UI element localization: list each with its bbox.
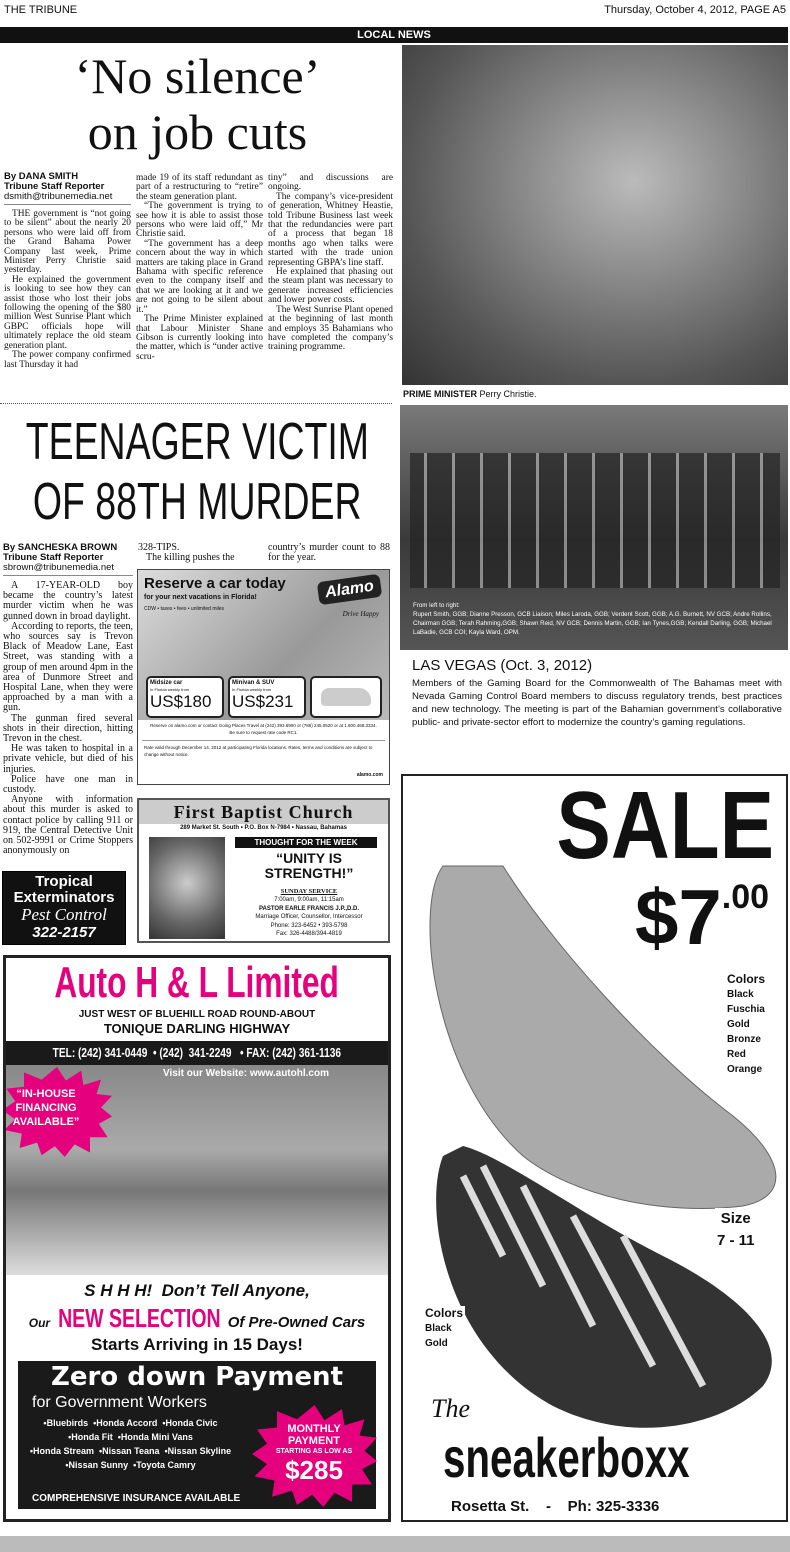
- paragraph: The power company confirmed last Thursday it had: [4, 350, 131, 370]
- paragraph: He explained that phasing out the steam plant was necessary to generate increased efficiencies and lower power costs.: [268, 267, 393, 306]
- colors-list-2: Colors Black Gold: [425, 1306, 464, 1349]
- paragraph: A 17-YEAR-OLD boy became the country’s latest murder victim when he was gunned down in broad daylight.: [3, 580, 133, 622]
- story1-col2: [136, 174, 263, 362]
- paragraph: According to reports, the teen, who sources say is Trevon Black of Meadow Lane, East Street, was standing with a group of men around 4pm in the area of Dunmore Street and Hospital Lane, when they were approached by a man with a gun.: [3, 620, 133, 714]
- list-item: Bronze: [727, 1034, 761, 1045]
- group-of-people: [410, 453, 780, 588]
- colors-list-1: Colors Black Fuschia Gold Bronze Red Orange: [727, 972, 766, 1075]
- story2-col3: [268, 543, 390, 563]
- list-item: •Honda Stream •Nissan Teana •Nissan Skyline: [29, 1446, 232, 1456]
- section-bar: LOCAL NEWS: [0, 27, 788, 43]
- footer-bar: [0, 1536, 790, 1552]
- story1-col1: [4, 172, 131, 370]
- story2-col2: [138, 543, 258, 563]
- alamo-ad: Reserve a car today for your next vacations in Florida! CDW • taxes • fees • unlimited miles Alamo Drive Happy Midsize car In Florida weekly from US$180 Minivan & SUV In Florida weekly from US$231 Reserve on alamo.com or contact Going Places Travel at (242) 393.6900 or (786) 245.0520 or at 1.800.468.3334. Be sure to request rate code RC1. Rate valid through December 14, 2012 at participating Florida locations. Rates, terms and conditions are subject to change without notice. alamo.com: [137, 569, 390, 785]
- car-lot-photo: Visit our Website: www.autohl.com “IN-HOUSE FINANCING AVAILABLE”: [6, 1065, 388, 1275]
- list-item: Orange: [727, 1064, 763, 1075]
- size-label: Size 7 - 11: [715, 1208, 757, 1252]
- headline-line: on job cuts: [87, 104, 308, 160]
- alamo-logo: Alamo: [317, 574, 382, 606]
- story2-col1: [3, 543, 133, 856]
- list-item: Black: [727, 989, 754, 1000]
- headline-line: ‘No silence’: [74, 48, 321, 104]
- story1-headline: [0, 48, 395, 160]
- gaming-body: Members of the Gaming Board for the Commonwealth of The Bahamas meet with Nevada Gaming Control Board members to discuss regulatory trends, best practices and new technology. The meeting is part of the Bahamian government’s collaborative public- and private-sector effort to modernize the country’s gaming regulations.: [412, 678, 782, 728]
- paragraph: 328-TIPS.: [138, 542, 180, 553]
- ad-title: Reserve a car today: [144, 575, 286, 592]
- email-link[interactable]: dsmith@tribunemedia.net: [4, 191, 113, 202]
- story1-col3: [268, 174, 393, 353]
- list-item: •Bluebirds •Honda Accord •Honda Civic: [43, 1418, 218, 1428]
- photo-caption: PRIME MINISTER Perry Christie.: [403, 389, 537, 399]
- dealer-name: Auto H & L Limited: [54, 958, 340, 1007]
- email-link[interactable]: sbrown@tribunemedia.net: [3, 562, 115, 573]
- paragraph: Anyone with information about this murder is asked to contact police by calling 911 or 919, the Central Detective Unit on 502-9991 or Crime Stoppers anonymously on: [3, 794, 133, 857]
- sneakerboxx-ad: SALE $\$7^{.00}$ Colors Black Fuschia Gold Bronze Red Orange Size 7 - 11 Colors Black Gold The sneakerboxx Rosetta St. - Ph: 325-3336: [401, 774, 788, 1522]
- byline: By SANCHESKA BROWN Tribune Staff Reporter sbrown@tribunemedia.net: [3, 543, 133, 576]
- byline: By DANA SMITH Tribune Staff Reporter dsmith@tribunemedia.net: [4, 172, 131, 205]
- list-item: •Honda Fit •Honda Mini Vans: [68, 1432, 193, 1442]
- paragraph: The company’s vice-president of generation, Whitney Heastie, told Tribune Business last week that the redundancies were part of a process that began 18 months ago when talks were started with the trade union representing GBPA’s line staff.: [268, 191, 393, 268]
- pest-control-ad: Tropical Exterminators Pest Control 322-2157: [2, 871, 126, 945]
- list-item: Gold: [727, 1019, 750, 1030]
- story2-headline: [0, 412, 395, 532]
- paragraph: The killing pushes the: [146, 552, 235, 564]
- paragraph: “The government has a deep concern about the way in which matters are taking place in Grand Bahama with specific reference even to the company itself and that we are looking at it and we are not going to be silent about it.”: [136, 238, 263, 315]
- headline-line: TEENAGER VICTIM: [25, 413, 370, 471]
- paragraph: tiny” and discussions are ongoing.: [268, 173, 393, 193]
- list-item: Black: [425, 1323, 452, 1334]
- paragraph: The West Sunrise Plant opened at the beginning of last month and employs 35 Bahamians who have completed the company’s training programme.: [268, 304, 393, 353]
- offer-midsize: Midsize car In Florida weekly from US$180: [146, 676, 224, 718]
- date-page: Thursday, October 4, 2012, PAGE A5: [604, 4, 786, 16]
- paragraph: He explained the government is looking to see how they can assist those who lost their jobs following the opening of the $80 million West Sunrise Plant which GBPC officials hope will ultimately replace the old steam generation plant.: [4, 274, 131, 351]
- paragraph: Police have one man in custody.: [3, 773, 133, 796]
- sneakerboxx-logo: sneakerboxx: [443, 1426, 690, 1489]
- burst-starting-text: STARTING AS LOW AS: [275, 1448, 353, 1455]
- paragraph: country’s murder count to 88 for the year.: [268, 542, 390, 564]
- auto-hl-ad: Auto H & L Limited JUST WEST OF BLUEHILL ROAD ROUND-ABOUT TONIQUE DARLING HIGHWAY TEL: (242) 341-0449 • (242) 341-2249 • FAX: (242) 361-1136 Visit our Website: www.autohl.com “IN-HOUSE FINANCING AVAILABLE” S H H H! Don’t Tell Anyone, Our NEW SELECTION Of Pre-Owned Cars Starts Arriving in 15 Days! Zero down Payment for Government Workers •Bluebirds •Honda Accord •Honda Civic •Honda Fit •Honda Mini Vans •Honda Stream •Nissan Teana •Nissan Skyline •Nissan Sunny •Toyota Camry COMPREHENSIVE INSURANCE AVAILABLE MONTHLY PAYMENT STARTING AS LOW AS $285: [3, 955, 391, 1522]
- zero-down-box: Zero down Payment for Government Workers •Bluebirds •Honda Accord •Honda Civic •Honda Fit •Honda Mini Vans •Honda Stream •Nissan Teana •Nissan Skyline •Nissan Sunny •Toyota Camry COMPREHENSIVE INSURANCE AVAILABLE MONTHLY PAYMENT STARTING AS LOW AS $285: [18, 1361, 376, 1509]
- sale-title: SALE: [556, 772, 774, 879]
- church-name: First Baptist Church: [139, 800, 388, 824]
- list-item: Gold: [425, 1338, 448, 1349]
- paragraph: The Prime Minister explained that Labour Minister Shane Gibson is currently looking into the matter, which is “under active scru-: [136, 314, 263, 362]
- christie-photo: [402, 45, 788, 385]
- paragraph: THE government is “not going to be silent” about the nearly 20 persons who were laid off from the Grand Bahama Power Company last week, Prime Minister Perry Christie said yesterday.: [4, 209, 131, 276]
- list-item: •Nissan Sunny •Toyota Camry: [65, 1460, 196, 1470]
- dateline: LAS VEGAS (Oct. 3, 2012): [412, 657, 593, 674]
- list-item: Fuschia: [727, 1004, 765, 1015]
- website-link[interactable]: Visit our Website: www.autohl.com: [163, 1068, 329, 1079]
- church-ad: First Baptist Church 289 Market St. South • P.O. Box N-7984 • Nassau, Bahamas THOUGHT FOR THE WEEK “UNITY IS STRENGTH!” SUNDAY SERVICE 7:00am, 9:00am, 11:15am PASTOR EARLE FRANCIS J.P.,D.D. Marriage Officer, Counsellor, Intercessor Phone: 323-6452 • 393-5798 Fax: 326-4488/394-4819: [137, 798, 390, 943]
- gaming-board-photo: [400, 405, 788, 650]
- paragraph: “The government is trying to see how it is able to assist those persons who were laid off,” Mr Christie said.: [136, 201, 263, 240]
- photo-caption: From left to right: Rupert Smith, GGB; Dianne Presson, GCB Liaison; Miles Laroda, GGB; Verdent Scott, GGB; A.G. Burnett, NV GCB; Andre Rollins, Chairman GGB; Terah Rahming,GGB; Shawn Reid, NV GCB; Dennis Martin, GGB; Ian Tynes,GGB; Kendall Darling, GGB; Michael LaBadie, GCB COI; Kayla Ward, OPM.: [413, 602, 772, 636]
- divider: [0, 403, 392, 404]
- alamo-link[interactable]: alamo.com: [356, 772, 383, 778]
- minivan-image: [310, 676, 382, 718]
- list-item: Red: [727, 1049, 746, 1060]
- paragraph: He was taken to hospital in a private vehicle, but died of his injuries.: [3, 743, 133, 775]
- paragraph: made 19 of its staff redundant as part of a restructuring to “retire” the steam generation plant.: [136, 173, 263, 202]
- headline-line: OF 88TH MURDER: [33, 473, 362, 531]
- pastor-photo: [149, 837, 225, 939]
- paragraph: The gunman fired several shots in their direction, hitting Trevon in the chest.: [3, 712, 133, 745]
- price: $\$7^{.00}$: [635, 873, 770, 961]
- paper-name: THE TRIBUNE: [4, 4, 78, 16]
- offer-minivan: Minivan & SUV In Florida weekly from US$231: [228, 676, 306, 718]
